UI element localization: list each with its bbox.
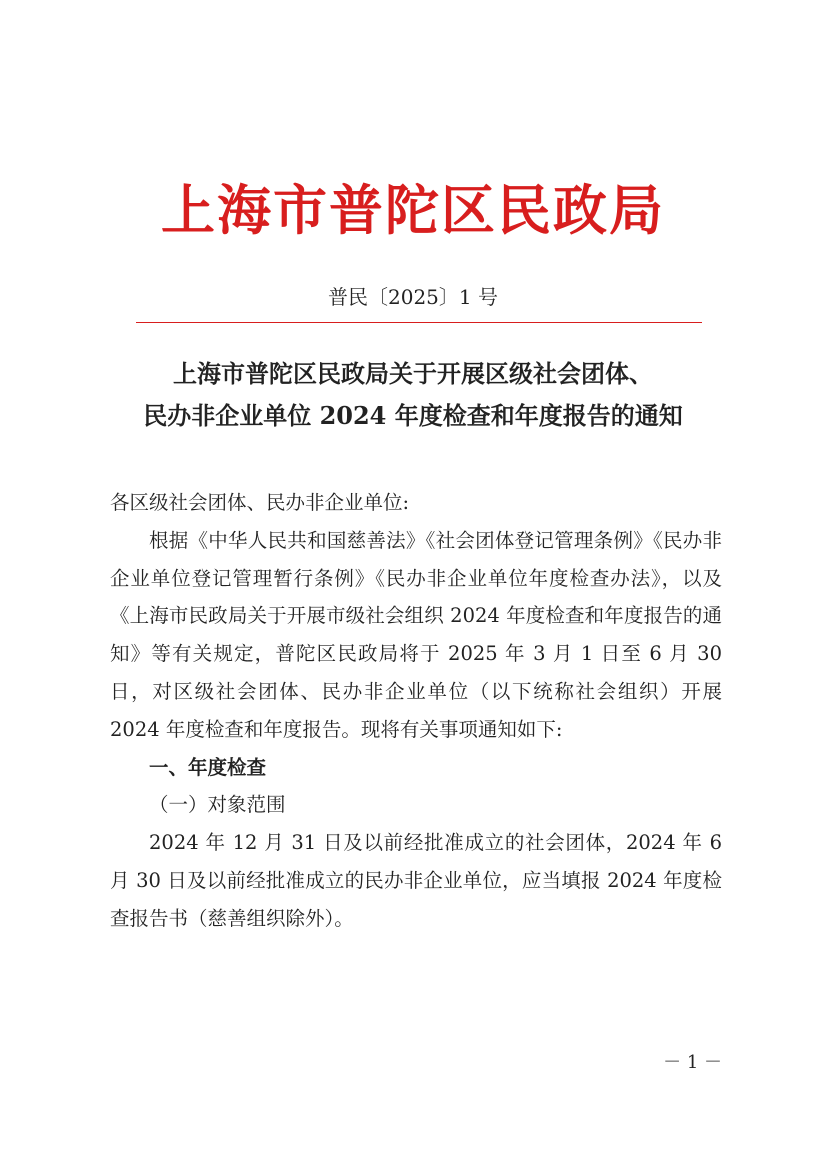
subsection-heading-scope: （一）对象范围 [149,793,286,817]
page-number: － 1 － [663,1052,722,1073]
salutation: 各区级社会团体、民办非企业单位: [110,491,410,514]
document-body [110,484,722,938]
notice-title-line-1: 上海市普陀区民政局关于开展区级社会团体、 [173,359,653,388]
notice-title [0,353,826,437]
issuing-authority-title: 上海市普陀区民政局 [161,178,665,242]
body-paragraph-1: 根据《中华人民共和国慈善法》《社会团体登记管理条例》《民办非企业单位登记管理暂行条例》《民办非企业单位年度检查办法》，以及《上海市民政局关于开展市级社会组织 2024 年度检查和年度报告的通知》等有关规定，普陀区民政局将于 2025 年 3 月 1 日至 6 月 30 日，对区级社会团体、民办非企业单位（以下统称社会组织）开展 2024 年度检查和年度报告。现将有关事项通知如下: [110,528,722,741]
body-paragraph-2: 2024 年 12 月 31 日及以前经批准成立的社会团体，2024 年 6 月 30 日及以前经批准成立的民办非企业单位，应当填报 2024 年度检查报告书（慈善组织除外）。 [110,831,722,930]
notice-title-line-2: 民办非企业单位 2024 年度检查和年度报告的通知 [143,401,683,430]
document-number: 普民〔2025〕1 号 [328,285,498,309]
red-divider-line [136,322,702,323]
section-heading-annual-inspection: 一、年度检查 [149,755,267,779]
